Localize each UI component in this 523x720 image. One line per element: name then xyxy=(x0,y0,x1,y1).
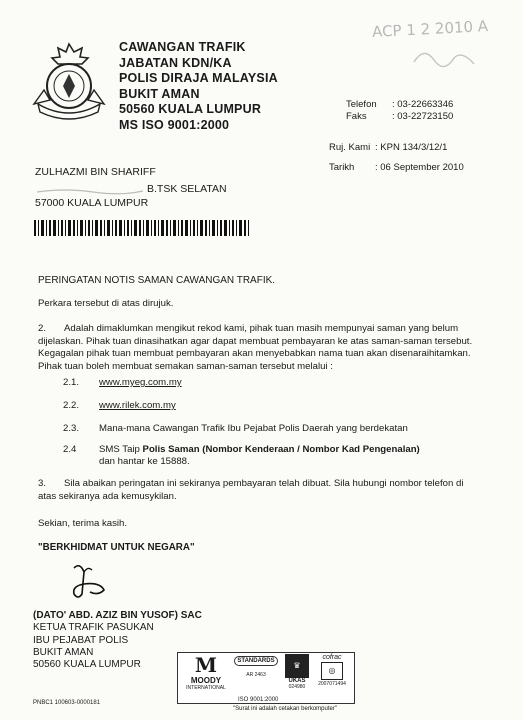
telefon-value: : 03-22663346 xyxy=(392,99,454,110)
para2-number: 2. xyxy=(38,323,47,334)
letter-subject: PERINGATAN NOTIS SAMAN CAWANGAN TRAFIK. xyxy=(38,275,276,286)
standards-logo xyxy=(234,656,278,696)
telefon-label: Telefon xyxy=(346,99,377,110)
header-line: JABATAN KDN/KA xyxy=(119,55,232,70)
item-2-4-line2: dan hantar ke 15888. xyxy=(99,456,190,467)
standards-text: STANDARDS xyxy=(234,656,278,666)
item-2-2-number: 2.2. xyxy=(63,400,80,411)
item-2-4-text xyxy=(99,444,420,457)
recipient-line3: 57000 KUALA LUMPUR xyxy=(35,197,149,209)
myeg-link[interactable]: www.myeg.com.my xyxy=(99,377,182,388)
faks-label: Faks xyxy=(346,111,367,122)
ukas-text: UKAS xyxy=(288,678,306,684)
moody-text: MOODY xyxy=(190,676,222,685)
ukas-logo xyxy=(282,654,312,698)
para3 xyxy=(38,478,498,503)
item-2-4-prefix: SMS Taip xyxy=(99,444,143,455)
signatory-line: IBU PEJABAT POLIS xyxy=(33,634,129,646)
footer-code: PNBC1 100603-0000181 xyxy=(33,700,101,706)
signatory-line: KETUA TRAFIK PASUKAN xyxy=(33,622,154,634)
cofrac-cert: 2007071494 xyxy=(318,681,346,687)
header-line: POLIS DIRAJA MALAYSIA xyxy=(119,71,278,85)
standards-cert: AR 2463 xyxy=(246,672,266,678)
iso-label: ISO 9001:2000 xyxy=(238,697,279,703)
ukas-crown-icon: ♛ xyxy=(285,654,309,678)
para2 xyxy=(38,323,498,373)
moody-sub: INTERNATIONAL xyxy=(186,685,226,691)
header-line: CAWANGAN TRAFIK xyxy=(119,40,246,54)
item-2-3-text: Mana-mana Cawangan Trafik Ibu Pejabat Polis Daerah yang berdekatan xyxy=(99,423,408,434)
signatory-line: 50560 KUALA LUMPUR xyxy=(33,659,141,671)
motto: "BERKHIDMAT UNTUK NEGARA" xyxy=(38,542,195,553)
header-address xyxy=(119,40,278,133)
item-2-4-bold: Polis Saman (Nombor Kenderaan / Nombor Kad Pengenalan) xyxy=(142,444,420,455)
para2-line: dijelaskan. Pihak tuan dinasihatkan agar dapat membuat pembayaran ke atas saman-saman tersebut. xyxy=(38,335,473,347)
letter-intro: Perkara tersebut di atas dirujuk. xyxy=(38,298,174,309)
para2-line: Pihak tuan boleh membuat semakan saman-saman tersebut melalui : xyxy=(38,360,333,372)
header-line: 50560 KUALA LUMPUR xyxy=(119,102,262,116)
para2-line: Adalah dimaklumkan mengikut rekod kami, pihak tuan masih mempunyai saman yang belum xyxy=(64,323,459,334)
header-line: BUKIT AMAN xyxy=(119,86,200,101)
received-stamp: ACP 1 2 2010 A xyxy=(371,16,489,42)
cofrac-text: cofrac xyxy=(322,654,342,661)
barcode xyxy=(34,220,254,236)
signatory-line: BUKIT AMAN xyxy=(33,646,94,658)
item-2-1-number: 2.1. xyxy=(63,377,80,388)
police-crest-logo xyxy=(30,38,108,120)
signatory-name: (DATO' ABD. AZIZ BIN YUSOF) SAC xyxy=(33,610,202,621)
para3-line: atas sekiranya ada kemusykilan. xyxy=(38,490,177,502)
signature xyxy=(64,560,124,604)
cofrac-mark-icon: ◎ xyxy=(321,662,343,680)
ruj-label: Ruj. Kami xyxy=(329,142,371,153)
ruj-value: : KPN 134/3/12/1 xyxy=(375,142,448,153)
ukas-cert: 024980 xyxy=(288,684,306,690)
item-2-3-number: 2.3. xyxy=(63,423,80,434)
recipient-line2: B.TSK SELATAN xyxy=(147,183,227,195)
moody-logo xyxy=(181,654,231,700)
closing: Sekian, terima kasih. xyxy=(38,518,128,529)
tarikh-label: Tarikh xyxy=(329,162,355,173)
faks-value: : 03-22723150 xyxy=(392,111,454,122)
stamp-scribble xyxy=(410,42,480,76)
cofrac-logo xyxy=(314,654,350,698)
item-2-4-number: 2.4 xyxy=(63,444,77,455)
header-line: MS ISO 9001:2000 xyxy=(119,117,230,132)
tarikh-value: : 06 September 2010 xyxy=(375,162,464,173)
footer-note: "Surat ini adalah cetakan berkomputer" xyxy=(233,706,337,712)
para3-number: 3. xyxy=(38,478,47,489)
recipient-name: ZULHAZMI BIN SHARIFF xyxy=(35,166,156,178)
para2-line: Kegagalan pihak tuan membuat pembayaran akan menyebabkan nama tuan akan disenaraihitamkan. xyxy=(38,348,471,359)
rilek-link[interactable]: www.rilek.com.my xyxy=(99,400,176,411)
para3-line: Sila abaikan peringatan ini sekiranya pembayaran telah dibuat. Sila hubungi nombor telefon di xyxy=(64,478,464,489)
recipient-smudge xyxy=(35,182,145,190)
moody-mark-icon: M xyxy=(194,653,218,677)
